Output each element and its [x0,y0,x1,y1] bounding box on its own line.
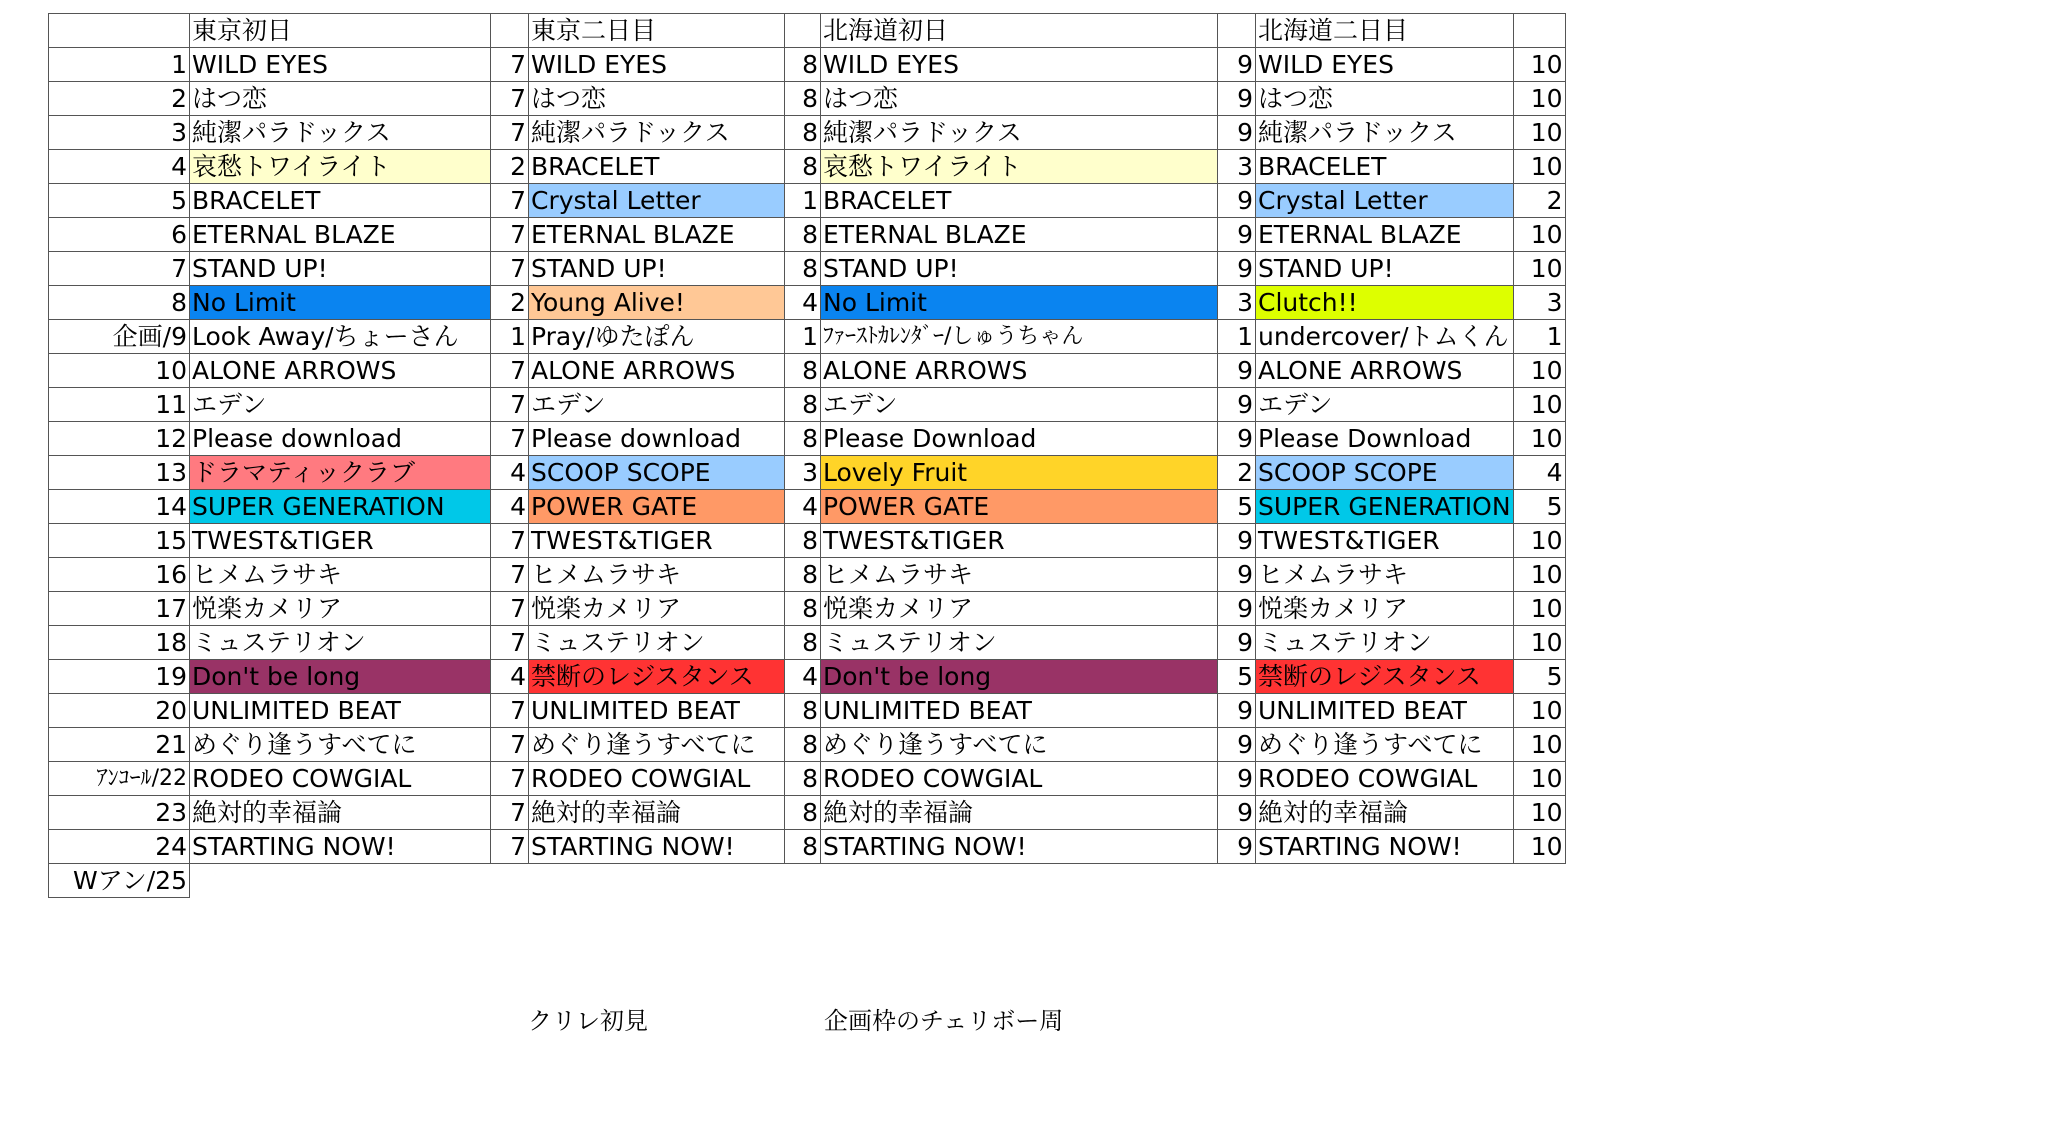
total-cell[interactable]: 10 [1513,422,1565,456]
song-cell[interactable]: STARTING NOW! [821,830,1218,864]
song-cell[interactable]: ミュステリオン [529,626,785,660]
count-cell[interactable]: 9 [1218,252,1256,286]
song-cell[interactable]: Crystal Letter [529,184,785,218]
row-label-cell[interactable]: 14 [49,490,190,524]
total-cell[interactable]: 10 [1513,694,1565,728]
song-cell[interactable]: はつ恋 [190,82,491,116]
song-cell[interactable]: ヒメムラサキ [529,558,785,592]
count-cell[interactable]: 3 [785,456,821,490]
song-cell[interactable]: はつ恋 [529,82,785,116]
song-cell[interactable]: WILD EYES [529,48,785,82]
row-label-cell[interactable]: 3 [49,116,190,150]
count-cell[interactable]: 9 [1218,626,1256,660]
header-spacer[interactable] [491,14,529,48]
song-cell[interactable]: 禁断のレジスタンス [1256,660,1514,694]
count-cell[interactable]: 9 [1218,82,1256,116]
table-row [49,320,1566,354]
row-label-cell[interactable]: Wアン/25 [49,864,190,898]
song-cell[interactable]: ドラマティックラブ [190,456,491,490]
song-cell[interactable]: ALONE ARROWS [529,354,785,388]
count-cell[interactable]: 8 [785,48,821,82]
count-cell[interactable]: 4 [785,660,821,694]
song-cell[interactable]: めぐり逢うすべてに [821,728,1218,762]
song-cell[interactable]: WILD EYES [1256,48,1514,82]
song-cell[interactable]: Don't be long [190,660,491,694]
count-cell[interactable]: 4 [491,456,529,490]
header-hokkaido-day1[interactable]: 北海道初日 [821,14,1218,48]
count-cell[interactable]: 2 [491,286,529,320]
row-label-cell[interactable]: 1 [49,48,190,82]
count-cell[interactable]: 7 [491,48,529,82]
count-cell[interactable]: 7 [491,388,529,422]
song-cell[interactable]: UNLIMITED BEAT [529,694,785,728]
song-cell[interactable]: 純潔パラドックス [1256,116,1514,150]
count-cell[interactable]: 7 [491,592,529,626]
count-cell[interactable]: 8 [785,830,821,864]
row-label-cell[interactable]: 17 [49,592,190,626]
count-cell[interactable]: 4 [785,286,821,320]
song-cell[interactable]: 絶対的幸福論 [529,796,785,830]
table-row [49,456,1566,490]
count-cell[interactable]: 9 [1218,524,1256,558]
total-cell[interactable]: 1 [1513,320,1565,354]
table-row [49,694,1566,728]
song-cell[interactable]: 哀愁トワイライト [821,150,1218,184]
song-cell[interactable]: はつ恋 [1256,82,1514,116]
song-cell[interactable]: STAND UP! [190,252,491,286]
total-cell[interactable]: 10 [1513,728,1565,762]
song-cell[interactable]: POWER GATE [821,490,1218,524]
song-cell[interactable]: Crystal Letter [1256,184,1514,218]
total-cell[interactable]: 10 [1513,354,1565,388]
count-cell[interactable]: 9 [1218,796,1256,830]
total-cell[interactable]: 3 [1513,286,1565,320]
count-cell[interactable]: 7 [491,422,529,456]
count-cell[interactable]: 8 [785,150,821,184]
song-cell[interactable]: TWEST&TIGER [190,524,491,558]
song-cell[interactable]: めぐり逢うすべてに [529,728,785,762]
song-cell[interactable]: BRACELET [529,150,785,184]
count-cell[interactable]: 7 [491,558,529,592]
song-cell[interactable]: STARTING NOW! [1256,830,1514,864]
total-cell[interactable]: 10 [1513,218,1565,252]
count-cell[interactable]: 8 [785,592,821,626]
count-cell[interactable]: 8 [785,524,821,558]
song-cell[interactable]: Young Alive! [529,286,785,320]
row-label-cell[interactable]: ｱﾝｺｰﾙ/22 [49,762,190,796]
table-row [49,184,1566,218]
table-row [49,354,1566,388]
song-cell[interactable]: エデン [190,388,491,422]
total-cell[interactable]: 10 [1513,796,1565,830]
song-cell[interactable]: SUPER GENERATION [1256,490,1514,524]
table-row [49,762,1566,796]
count-cell[interactable]: 1 [1218,320,1256,354]
count-cell[interactable]: 7 [491,626,529,660]
table-row [49,82,1566,116]
song-cell[interactable]: Please Download [1256,422,1514,456]
row-label-cell[interactable]: 8 [49,286,190,320]
row-label-cell[interactable]: 13 [49,456,190,490]
song-cell[interactable]: TWEST&TIGER [821,524,1218,558]
song-cell[interactable]: Please Download [821,422,1218,456]
song-cell[interactable]: BRACELET [190,184,491,218]
count-cell[interactable]: 9 [1218,592,1256,626]
song-cell[interactable]: WILD EYES [190,48,491,82]
song-cell[interactable]: ALONE ARROWS [1256,354,1514,388]
total-cell[interactable]: 10 [1513,762,1565,796]
count-cell[interactable]: 8 [785,762,821,796]
corner-cell[interactable] [49,14,190,48]
row-label-cell[interactable]: 24 [49,830,190,864]
count-cell[interactable]: 7 [491,830,529,864]
table-row [49,422,1566,456]
song-cell[interactable]: STAND UP! [821,252,1218,286]
song-cell[interactable]: ETERNAL BLAZE [821,218,1218,252]
count-cell[interactable]: 8 [785,558,821,592]
count-cell[interactable]: 7 [491,728,529,762]
count-cell[interactable]: 9 [1218,728,1256,762]
row-label-cell[interactable]: 21 [49,728,190,762]
song-cell[interactable]: WILD EYES [821,48,1218,82]
count-cell[interactable]: 7 [491,354,529,388]
table-row [49,490,1566,524]
song-cell[interactable]: 純潔パラドックス [821,116,1218,150]
song-cell[interactable]: SUPER GENERATION [190,490,491,524]
song-cell[interactable]: SCOOP SCOPE [529,456,785,490]
song-cell[interactable]: Please download [529,422,785,456]
total-cell[interactable]: 10 [1513,116,1565,150]
song-cell[interactable]: RODEO COWGIAL [821,762,1218,796]
song-cell[interactable]: Clutch!! [1256,286,1514,320]
song-cell[interactable]: エデン [821,388,1218,422]
row-label-cell[interactable]: 19 [49,660,190,694]
table-row [49,48,1566,82]
header-tokyo-day2[interactable]: 東京二日目 [529,14,785,48]
count-cell[interactable]: 9 [1218,558,1256,592]
total-cell[interactable]: 10 [1513,830,1565,864]
row-label-cell[interactable]: 15 [49,524,190,558]
song-cell[interactable]: RODEO COWGIAL [190,762,491,796]
total-cell[interactable]: 10 [1513,558,1565,592]
total-cell[interactable]: 10 [1513,150,1565,184]
total-cell[interactable]: 10 [1513,388,1565,422]
count-cell[interactable]: 8 [785,116,821,150]
song-cell[interactable]: TWEST&TIGER [1256,524,1514,558]
song-cell[interactable]: エデン [529,388,785,422]
total-cell[interactable]: 10 [1513,252,1565,286]
count-cell[interactable]: 8 [785,388,821,422]
count-cell[interactable]: 7 [491,796,529,830]
count-cell[interactable]: 5 [1218,490,1256,524]
note-kikaku: 企画枠のチェリボー周 [824,1007,1064,1035]
count-cell[interactable]: 9 [1218,354,1256,388]
count-cell[interactable]: 9 [1218,116,1256,150]
song-cell[interactable]: RODEO COWGIAL [1256,762,1514,796]
table-row [49,558,1566,592]
total-cell[interactable]: 10 [1513,82,1565,116]
song-cell[interactable]: 悦楽カメリア [529,592,785,626]
table-row-extra [49,864,1566,898]
song-cell[interactable]: POWER GATE [529,490,785,524]
song-cell[interactable]: ミュステリオン [821,626,1218,660]
header-spacer[interactable] [1218,14,1256,48]
count-cell[interactable]: 8 [785,626,821,660]
song-cell[interactable]: ETERNAL BLAZE [1256,218,1514,252]
row-label-cell[interactable]: 18 [49,626,190,660]
count-cell[interactable]: 9 [1218,48,1256,82]
count-cell[interactable]: 2 [491,150,529,184]
count-cell[interactable]: 2 [1218,456,1256,490]
song-cell[interactable]: Don't be long [821,660,1218,694]
song-cell[interactable]: UNLIMITED BEAT [1256,694,1514,728]
count-cell[interactable]: 8 [785,82,821,116]
song-cell[interactable]: はつ恋 [821,82,1218,116]
count-cell[interactable]: 9 [1218,762,1256,796]
song-cell[interactable]: UNLIMITED BEAT [190,694,491,728]
song-cell[interactable]: めぐり逢うすべてに [190,728,491,762]
song-cell[interactable]: 絶対的幸福論 [821,796,1218,830]
song-cell[interactable]: ALONE ARROWS [821,354,1218,388]
row-label-cell[interactable]: 7 [49,252,190,286]
song-cell[interactable]: RODEO COWGIAL [529,762,785,796]
setlist-table-body [49,14,1566,898]
header-row [49,14,1566,48]
count-cell[interactable]: 9 [1218,218,1256,252]
count-cell[interactable]: 1 [785,320,821,354]
table-row [49,218,1566,252]
count-cell[interactable]: 4 [785,490,821,524]
row-label-cell[interactable]: 12 [49,422,190,456]
count-cell[interactable]: 7 [491,218,529,252]
count-cell[interactable]: 8 [785,422,821,456]
row-label-cell[interactable]: 20 [49,694,190,728]
song-cell[interactable]: STARTING NOW! [529,830,785,864]
count-cell[interactable]: 4 [491,660,529,694]
total-cell[interactable]: 10 [1513,626,1565,660]
song-cell[interactable]: ミュステリオン [190,626,491,660]
count-cell[interactable]: 7 [491,762,529,796]
song-cell[interactable]: ﾌｧｰｽﾄｶﾚﾝﾀﾞｰ/しゅうちゃん [821,320,1218,354]
row-label-cell[interactable]: 5 [49,184,190,218]
song-cell[interactable]: ヒメムラサキ [821,558,1218,592]
count-cell[interactable]: 7 [491,252,529,286]
song-cell[interactable]: 悦楽カメリア [190,592,491,626]
count-cell[interactable]: 8 [785,728,821,762]
row-label-cell[interactable]: 16 [49,558,190,592]
row-label-cell[interactable]: 2 [49,82,190,116]
song-cell[interactable]: TWEST&TIGER [529,524,785,558]
total-cell[interactable]: 10 [1513,524,1565,558]
table-row [49,728,1566,762]
count-cell[interactable]: 7 [491,116,529,150]
total-cell[interactable]: 5 [1513,660,1565,694]
song-cell[interactable]: 絶対的幸福論 [190,796,491,830]
song-cell[interactable]: No Limit [821,286,1218,320]
song-cell[interactable]: STARTING NOW! [190,830,491,864]
song-cell[interactable]: BRACELET [821,184,1218,218]
count-cell[interactable]: 1 [491,320,529,354]
song-cell[interactable]: ALONE ARROWS [190,354,491,388]
song-cell[interactable]: ヒメムラサキ [1256,558,1514,592]
song-cell[interactable]: undercover/トムくん [1256,320,1514,354]
count-cell[interactable]: 9 [1218,830,1256,864]
count-cell[interactable]: 9 [1218,388,1256,422]
row-label-cell[interactable]: 10 [49,354,190,388]
total-cell[interactable]: 5 [1513,490,1565,524]
song-cell[interactable]: STAND UP! [1256,252,1514,286]
song-cell[interactable]: 純潔パラドックス [529,116,785,150]
row-label-cell[interactable]: 6 [49,218,190,252]
count-cell[interactable]: 7 [491,694,529,728]
count-cell[interactable]: 9 [1218,184,1256,218]
table-row [49,150,1566,184]
count-cell[interactable]: 9 [1218,694,1256,728]
count-cell[interactable]: 7 [491,524,529,558]
count-cell[interactable]: 7 [491,82,529,116]
count-cell[interactable]: 5 [1218,660,1256,694]
table-row [49,592,1566,626]
song-cell[interactable]: SCOOP SCOPE [1256,456,1514,490]
row-label-cell[interactable]: 企画/9 [49,320,190,354]
song-cell[interactable]: Lovely Fruit [821,456,1218,490]
count-cell[interactable]: 3 [1218,286,1256,320]
row-label-cell[interactable]: 11 [49,388,190,422]
count-cell[interactable]: 8 [785,252,821,286]
song-cell[interactable]: エデン [1256,388,1514,422]
count-cell[interactable]: 8 [785,796,821,830]
total-cell[interactable]: 2 [1513,184,1565,218]
table-row [49,286,1566,320]
table-row [49,524,1566,558]
song-cell[interactable]: STAND UP! [529,252,785,286]
count-cell[interactable]: 4 [491,490,529,524]
count-cell[interactable]: 3 [1218,150,1256,184]
song-cell[interactable]: 絶対的幸福論 [1256,796,1514,830]
total-cell[interactable]: 10 [1513,592,1565,626]
song-cell[interactable]: 禁断のレジスタンス [529,660,785,694]
header-spacer[interactable] [1513,14,1565,48]
song-cell[interactable]: Pray/ゆたぽん [529,320,785,354]
table-row [49,796,1566,830]
table-row [49,830,1566,864]
song-cell[interactable]: UNLIMITED BEAT [821,694,1218,728]
song-cell[interactable]: めぐり逢うすべてに [1256,728,1514,762]
song-cell[interactable]: 哀愁トワイライト [190,150,491,184]
table-row [49,626,1566,660]
song-cell[interactable]: ETERNAL BLAZE [190,218,491,252]
header-tokyo-day1[interactable]: 東京初日 [190,14,491,48]
setlist-table [48,13,1566,898]
count-cell[interactable]: 8 [785,354,821,388]
song-cell[interactable]: ミュステリオン [1256,626,1514,660]
total-cell[interactable]: 4 [1513,456,1565,490]
song-cell[interactable]: Look Away/ちょーさん [190,320,491,354]
song-cell[interactable]: 悦楽カメリア [1256,592,1514,626]
count-cell[interactable]: 1 [785,184,821,218]
header-hokkaido-day2[interactable]: 北海道二日目 [1256,14,1514,48]
song-cell[interactable]: 悦楽カメリア [821,592,1218,626]
row-label-cell[interactable]: 23 [49,796,190,830]
table-row [49,660,1566,694]
table-row [49,252,1566,286]
song-cell[interactable]: ETERNAL BLAZE [529,218,785,252]
header-spacer[interactable] [785,14,821,48]
count-cell[interactable]: 9 [1218,422,1256,456]
song-cell[interactable]: No Limit [190,286,491,320]
count-cell[interactable]: 7 [491,184,529,218]
count-cell[interactable]: 8 [785,694,821,728]
table-row [49,388,1566,422]
total-cell[interactable]: 10 [1513,48,1565,82]
note-kurire: クリレ初見 [528,1007,648,1035]
song-cell[interactable]: 純潔パラドックス [190,116,491,150]
song-cell[interactable]: ヒメムラサキ [190,558,491,592]
count-cell[interactable]: 8 [785,218,821,252]
table-row [49,116,1566,150]
row-label-cell[interactable]: 4 [49,150,190,184]
song-cell[interactable]: Please download [190,422,491,456]
song-cell[interactable]: BRACELET [1256,150,1514,184]
